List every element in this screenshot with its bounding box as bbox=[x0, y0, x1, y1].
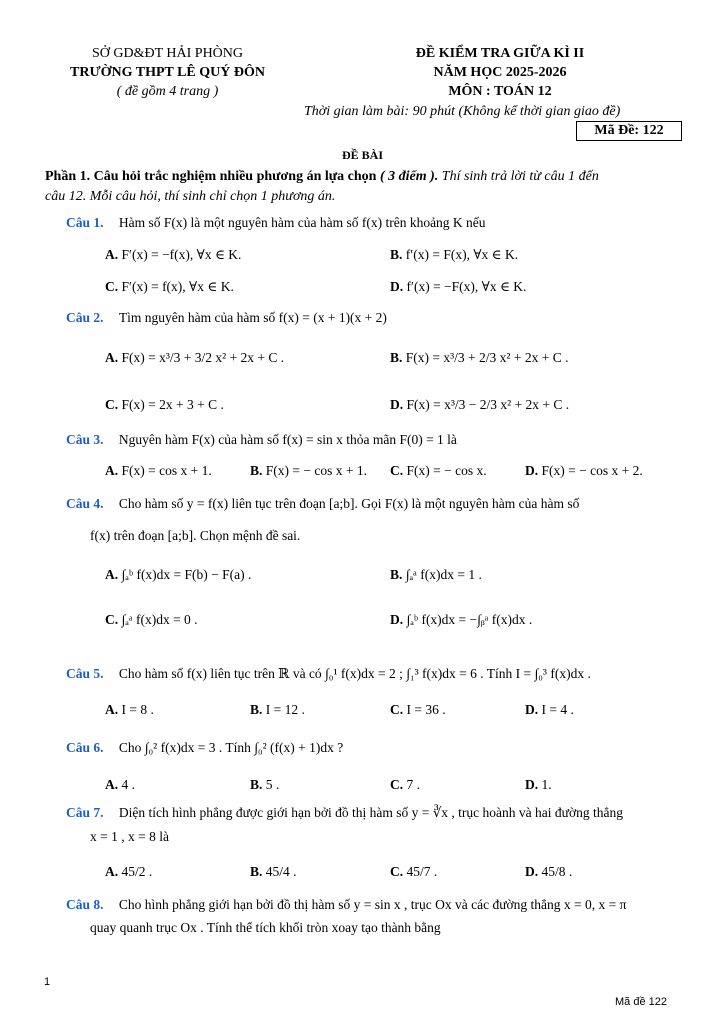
question-label: Câu 4. bbox=[66, 496, 104, 511]
q1-option-b[interactable]: B. f′(x) = F(x), ∀x ∈ K. bbox=[390, 247, 519, 262]
part1-points: ( 3 điểm ). bbox=[379, 169, 439, 184]
q3-option-b[interactable]: B. F(x) = − cos x + 1. bbox=[250, 463, 367, 478]
question-text: Tìm nguyên hàm của hàm số f(x) = (x + 1)(x + 2) bbox=[118, 310, 387, 325]
part1-instruction-2: câu 12. Mỗi câu hỏi, thí sinh chỉ chọn 1 phương án. bbox=[45, 189, 336, 204]
q2-option-d[interactable]: D. F(x) = x³/3 − 2/3 x² + 2x + C . bbox=[390, 397, 570, 412]
q6-option-d[interactable]: D. 1. bbox=[525, 777, 552, 792]
question-1 bbox=[66, 213, 486, 233]
q2-option-b[interactable]: B. F(x) = x³/3 + 2/3 x² + 2x + C . bbox=[390, 350, 569, 365]
question-label: Câu 1. bbox=[66, 215, 104, 230]
q1-option-d[interactable]: D. f′(x) = −F(x), ∀x ∈ K. bbox=[390, 279, 527, 294]
q2-option-c[interactable]: C. F(x) = 2x + 3 + C . bbox=[105, 397, 224, 412]
q6-option-c[interactable]: C. 7 . bbox=[390, 777, 420, 792]
question-8 bbox=[66, 895, 626, 915]
q2-option-a[interactable]: A. F(x) = x³/3 + 3/2 x² + 2x + C . bbox=[105, 350, 285, 365]
school-name: TRƯỜNG THPT LÊ QUÝ ĐÔN bbox=[70, 65, 265, 80]
q7-option-d[interactable]: D. 45/8 . bbox=[525, 864, 573, 879]
question-5 bbox=[66, 664, 591, 684]
page-count-note: ( đề gồm 4 trang ) bbox=[116, 84, 219, 99]
question-text: Cho hình phẳng giới hạn bởi đồ thị hàm số y = sin x , trục Ox và các đường thẳng x = 0, x = π bbox=[118, 897, 627, 912]
part1-instruction: Thí sinh trả lời từ câu 1 đến bbox=[441, 169, 599, 184]
question-label: Câu 7. bbox=[66, 805, 104, 820]
q4-option-c[interactable]: C. ∫ₐᵃ f(x)dx = 0 . bbox=[105, 612, 198, 627]
question-text: Diện tích hình phẳng được giới hạn bởi đồ thị hàm số y = ∛x , trục hoành và hai đường thẳng bbox=[118, 805, 623, 820]
question-7 bbox=[66, 803, 623, 823]
q6-option-a[interactable]: A. 4 . bbox=[105, 777, 135, 792]
question-text: Cho hàm số y = f(x) liên tục trên đoạn [a;b]. Gọi F(x) là một nguyên hàm của hàm số bbox=[118, 496, 580, 511]
q4-option-b[interactable]: B. ∫ₐᵃ f(x)dx = 1 . bbox=[390, 567, 482, 582]
question-text: Hàm số F(x) là một nguyên hàm của hàm số f(x) trên khoảng K nếu bbox=[118, 215, 486, 230]
question-2 bbox=[66, 308, 387, 328]
q4-option-d[interactable]: D. ∫ₐᵇ f(x)dx = −∫ᵦᵃ f(x)dx . bbox=[390, 612, 533, 627]
q1-option-a[interactable]: A. F′(x) = −f(x), ∀x ∈ K. bbox=[105, 247, 242, 262]
q3-option-c[interactable]: C. F(x) = − cos x. bbox=[390, 463, 487, 478]
question-6 bbox=[66, 738, 343, 758]
q5-option-b[interactable]: B. I = 12 . bbox=[250, 702, 305, 717]
question-text: Cho hàm số f(x) liên tục trên ℝ và có ∫₀¹ f(x)dx = 2 ; ∫₁³ f(x)dx = 6 . Tính I = ∫₀³ f(x)dx . bbox=[118, 666, 591, 681]
q7-option-c[interactable]: C. 45/7 . bbox=[390, 864, 438, 879]
question-label: Câu 8. bbox=[66, 897, 104, 912]
q7-option-a[interactable]: A. 45/2 . bbox=[105, 864, 153, 879]
q7-option-b[interactable]: B. 45/4 . bbox=[250, 864, 297, 879]
time-note: Thời gian làm bài: 90 phút (Không kể thời gian giao đề) bbox=[304, 104, 621, 119]
q4-option-a[interactable]: A. ∫ₐᵇ f(x)dx = F(b) − F(a) . bbox=[105, 567, 252, 582]
exam-code-box: Mã Đề: 122 bbox=[576, 121, 682, 141]
question-label: Câu 6. bbox=[66, 740, 104, 755]
school-department: SỞ GD&ĐT HẢI PHÒNG bbox=[91, 46, 244, 61]
question-7-cont: x = 1 , x = 8 là bbox=[90, 829, 169, 844]
question-4 bbox=[66, 494, 579, 514]
school-year: NĂM HỌC 2025-2026 bbox=[433, 65, 567, 80]
q6-option-b[interactable]: B. 5 . bbox=[250, 777, 280, 792]
q5-option-c[interactable]: C. I = 36 . bbox=[390, 702, 446, 717]
question-text: Nguyên hàm F(x) của hàm số f(x) = sin x thỏa mãn F(0) = 1 là bbox=[118, 432, 457, 447]
q5-option-d[interactable]: D. I = 4 . bbox=[525, 702, 574, 717]
question-label: Câu 3. bbox=[66, 432, 104, 447]
question-text: Cho ∫₀² f(x)dx = 3 . Tính ∫₀² (f(x) + 1)dx ? bbox=[118, 740, 344, 755]
exam-title: ĐỀ KIỂM TRA GIỮA KÌ II bbox=[415, 46, 585, 61]
q5-option-a[interactable]: A. I = 8 . bbox=[105, 702, 154, 717]
q1-option-c[interactable]: C. F′(x) = f(x), ∀x ∈ K. bbox=[105, 279, 234, 294]
footer-exam-code: Mã đề 122 bbox=[615, 996, 667, 1008]
question-label: Câu 5. bbox=[66, 666, 104, 681]
q3-option-a[interactable]: A. F(x) = cos x + 1. bbox=[105, 463, 212, 478]
subject: MÔN : TOÁN 12 bbox=[448, 84, 552, 99]
question-label: Câu 2. bbox=[66, 310, 104, 325]
question-4-cont: f(x) trên đoạn [a;b]. Chọn mệnh đề sai. bbox=[90, 528, 301, 543]
part1-title: Phần 1. Câu hỏi trắc nghiệm nhiều phương án lựa chọn bbox=[45, 169, 377, 184]
section-title: ĐỀ BÀI bbox=[341, 148, 383, 162]
question-8-cont: quay quanh trục Ox . Tính thể tích khối tròn xoay tạo thành bằng bbox=[90, 920, 441, 935]
q3-option-d[interactable]: D. F(x) = − cos x + 2. bbox=[525, 463, 643, 478]
part1-heading bbox=[45, 167, 685, 187]
question-3 bbox=[66, 430, 457, 450]
page-number: 1 bbox=[44, 976, 51, 988]
